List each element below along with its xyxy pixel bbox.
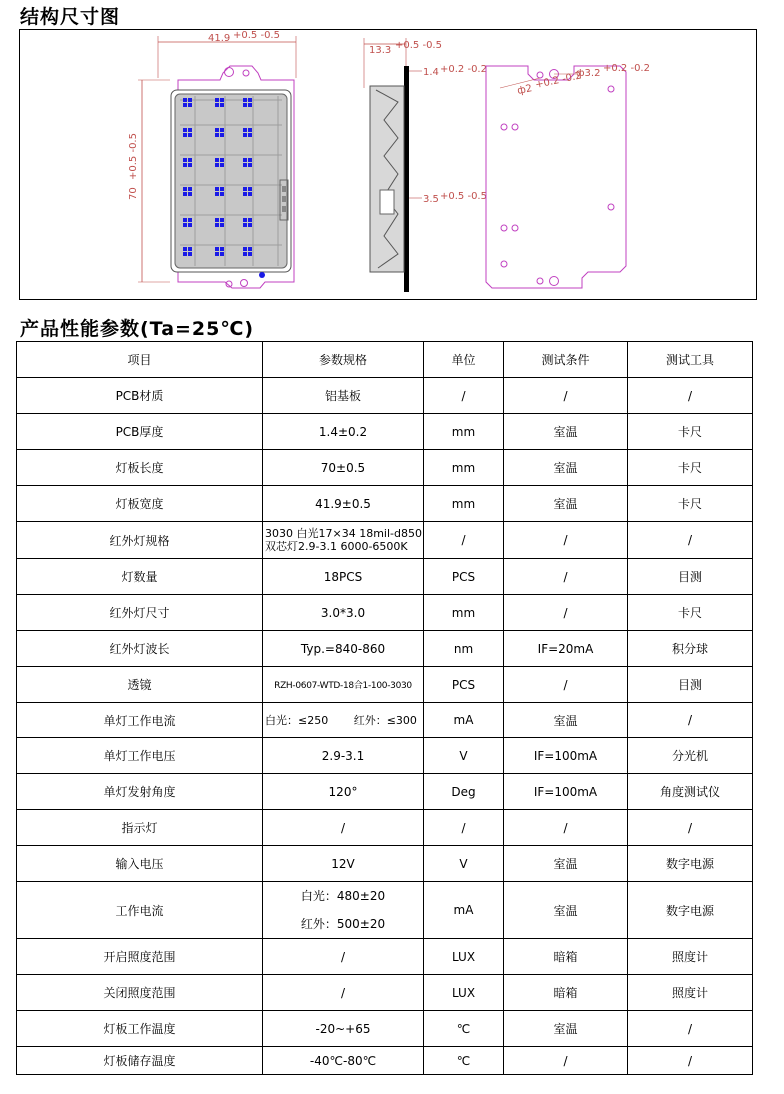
cell-condition: /: [504, 559, 628, 595]
table-row: [17, 975, 753, 1011]
cell-item: 单灯发射角度: [17, 774, 263, 810]
table-row: [17, 1011, 753, 1047]
cell-condition: /: [504, 1047, 628, 1075]
table-row: [17, 450, 753, 486]
cell-tool: 目测: [628, 559, 753, 595]
table-row: [17, 1047, 753, 1075]
table-row: [17, 810, 753, 846]
cell-spec: 70±0.5: [263, 450, 424, 486]
cell-condition: 室温: [504, 1011, 628, 1047]
cell-spec: [263, 703, 424, 738]
table-row: [17, 846, 753, 882]
table-row: [17, 774, 753, 810]
spec-line-1: 3030 白光17×34 18mil-d850: [265, 527, 422, 540]
length-dim-label: 70: [128, 187, 139, 200]
cell-condition: IF=100mA: [504, 774, 628, 810]
cell-unit: PCS: [424, 559, 504, 595]
pcb-dim-tol: +0.2 -0.2: [440, 64, 487, 75]
cell-tool: /: [628, 810, 753, 846]
table-row: [17, 667, 753, 703]
cell-item: PCB厚度: [17, 414, 263, 450]
cell-tool: 积分球: [628, 631, 753, 667]
table-row: [17, 631, 753, 667]
spec-line-2: 红外：500±20: [300, 917, 386, 931]
cell-condition: /: [504, 522, 628, 559]
cell-spec: 铝基板: [263, 378, 424, 414]
cell-spec: 2.9-3.1: [263, 738, 424, 774]
hole-big-dim-label: ф3.2: [576, 68, 601, 79]
cell-condition: 室温: [504, 414, 628, 450]
table-row: [17, 882, 753, 939]
cell-spec: /: [263, 975, 424, 1011]
cell-item: 灯板长度: [17, 450, 263, 486]
table-row: [17, 595, 753, 631]
cell-condition: 室温: [504, 882, 628, 939]
table-row: [17, 414, 753, 450]
hole-big-dim-tol: +0.2 -0.2: [603, 63, 650, 74]
cell-tool: 数字电源: [628, 846, 753, 882]
header-condition: 测试条件: [504, 342, 628, 378]
drawing-svg: [20, 30, 756, 299]
cell-item: PCB材质: [17, 378, 263, 414]
cell-item: 输入电压: [17, 846, 263, 882]
cell-spec: 12V: [263, 846, 424, 882]
cell-tool: /: [628, 1011, 753, 1047]
cell-spec: 41.9±0.5: [263, 486, 424, 522]
cell-condition: /: [504, 667, 628, 703]
pcb-dim-label: 1.4: [423, 67, 439, 78]
cell-condition: /: [504, 378, 628, 414]
cell-tool: 照度计: [628, 975, 753, 1011]
cell-spec: /: [263, 939, 424, 975]
cell-condition: /: [504, 810, 628, 846]
header-unit: 单位: [424, 342, 504, 378]
spec-white: 白光：≤250: [265, 713, 329, 727]
header-tool: 测试工具: [628, 342, 753, 378]
dimension-drawing: [19, 29, 757, 300]
cell-spec: 120°: [263, 774, 424, 810]
header-spec: 参数规格: [263, 342, 424, 378]
table-row: [17, 378, 753, 414]
hole-small-dim-label: ф2: [516, 83, 534, 97]
cell-unit: LUX: [424, 975, 504, 1011]
cell-tool: 卡尺: [628, 414, 753, 450]
cell-unit: PCS: [424, 667, 504, 703]
cell-tool: 目测: [628, 667, 753, 703]
cell-tool: 分光机: [628, 738, 753, 774]
header-item: 项目: [17, 342, 263, 378]
cell-tool: 卡尺: [628, 450, 753, 486]
cell-item: 关闭照度范围: [17, 975, 263, 1011]
side-view: [364, 38, 487, 292]
cell-unit: mm: [424, 595, 504, 631]
cell-spec: -20~+65: [263, 1011, 424, 1047]
cell-item: 红外灯波长: [17, 631, 263, 667]
table-row: [17, 522, 753, 559]
cell-spec: Typ.=840-860: [263, 631, 424, 667]
section-title-structure: 结构尺寸图: [20, 6, 121, 28]
cell-unit: /: [424, 810, 504, 846]
width-dim-tol: +0.5 -0.5: [233, 30, 280, 41]
cell-unit: mA: [424, 703, 504, 738]
back-view: [486, 63, 650, 288]
connector-dim-label: 3.5: [423, 194, 439, 205]
hole-small-dim-tol: +0.2 -0.2: [534, 70, 583, 91]
cell-item: 灯板工作温度: [17, 1011, 263, 1047]
cell-item: 灯板储存温度: [17, 1047, 263, 1075]
cell-tool: 角度测试仪: [628, 774, 753, 810]
cell-item: 红外灯规格: [17, 522, 263, 559]
cell-tool: 照度计: [628, 939, 753, 975]
table-row: [17, 703, 753, 738]
cell-spec: 3.0*3.0: [263, 595, 424, 631]
table-row: [17, 486, 753, 522]
cell-tool: /: [628, 522, 753, 559]
front-view: [128, 30, 296, 288]
cell-tool: /: [628, 378, 753, 414]
cell-spec: [263, 882, 424, 939]
cell-unit: V: [424, 738, 504, 774]
cell-unit: LUX: [424, 939, 504, 975]
parameter-table: [16, 341, 753, 1075]
cell-unit: /: [424, 378, 504, 414]
cell-condition: /: [504, 595, 628, 631]
cell-condition: IF=20mA: [504, 631, 628, 667]
cell-unit: Deg: [424, 774, 504, 810]
cell-condition: 室温: [504, 486, 628, 522]
cell-tool: /: [628, 703, 753, 738]
cell-item: 灯数量: [17, 559, 263, 595]
cell-tool: 卡尺: [628, 595, 753, 631]
spec-ir: 红外：≤300: [353, 713, 417, 727]
cell-spec: /: [263, 810, 424, 846]
width-dim-label: 41.9: [208, 33, 231, 44]
cell-spec: 1.4±0.2: [263, 414, 424, 450]
cell-item: 红外灯尺寸: [17, 595, 263, 631]
table-row: [17, 738, 753, 774]
cell-unit: V: [424, 846, 504, 882]
cell-spec: RZH-0607-WTD-18合1-100-3030: [263, 667, 424, 703]
table-row: [17, 939, 753, 975]
table-header-row: [17, 342, 753, 378]
cell-unit: mm: [424, 450, 504, 486]
cell-condition: IF=100mA: [504, 738, 628, 774]
cell-unit: nm: [424, 631, 504, 667]
cell-condition: 室温: [504, 846, 628, 882]
cell-unit: mA: [424, 882, 504, 939]
cell-condition: 暗箱: [504, 939, 628, 975]
cell-condition: 室温: [504, 703, 628, 738]
cell-unit: ℃: [424, 1047, 504, 1075]
cell-unit: mm: [424, 414, 504, 450]
cell-condition: 暗箱: [504, 975, 628, 1011]
cell-spec: 18PCS: [263, 559, 424, 595]
cell-spec: -40℃-80℃: [263, 1047, 424, 1075]
cell-unit: mm: [424, 486, 504, 522]
cell-spec: [263, 522, 424, 559]
thickness-dim-tol: +0.5 -0.5: [395, 40, 442, 51]
connector-dim-tol: +0.5 -0.5: [440, 191, 487, 202]
cell-item: 单灯工作电流: [17, 703, 263, 738]
table-row: [17, 559, 753, 595]
cell-item: 灯板宽度: [17, 486, 263, 522]
cell-tool: /: [628, 1047, 753, 1075]
cell-tool: 数字电源: [628, 882, 753, 939]
spec-line-1: 白光：480±20: [300, 889, 386, 903]
cell-unit: /: [424, 522, 504, 559]
cell-item: 工作电流: [17, 882, 263, 939]
spec-line-2: 双芯灯2.9-3.1 6000-6500K: [265, 540, 408, 553]
thickness-dim-label: 13.3: [369, 45, 392, 56]
cell-unit: ℃: [424, 1011, 504, 1047]
cell-condition: 室温: [504, 450, 628, 486]
cell-tool: 卡尺: [628, 486, 753, 522]
cell-item: 开启照度范围: [17, 939, 263, 975]
section-title-parameters: 产品性能参数(Ta=25℃): [20, 318, 255, 340]
cell-item: 指示灯: [17, 810, 263, 846]
cell-item: 透镜: [17, 667, 263, 703]
cell-item: 单灯工作电压: [17, 738, 263, 774]
length-dim-tol: +0.5 -0.5: [128, 133, 139, 180]
